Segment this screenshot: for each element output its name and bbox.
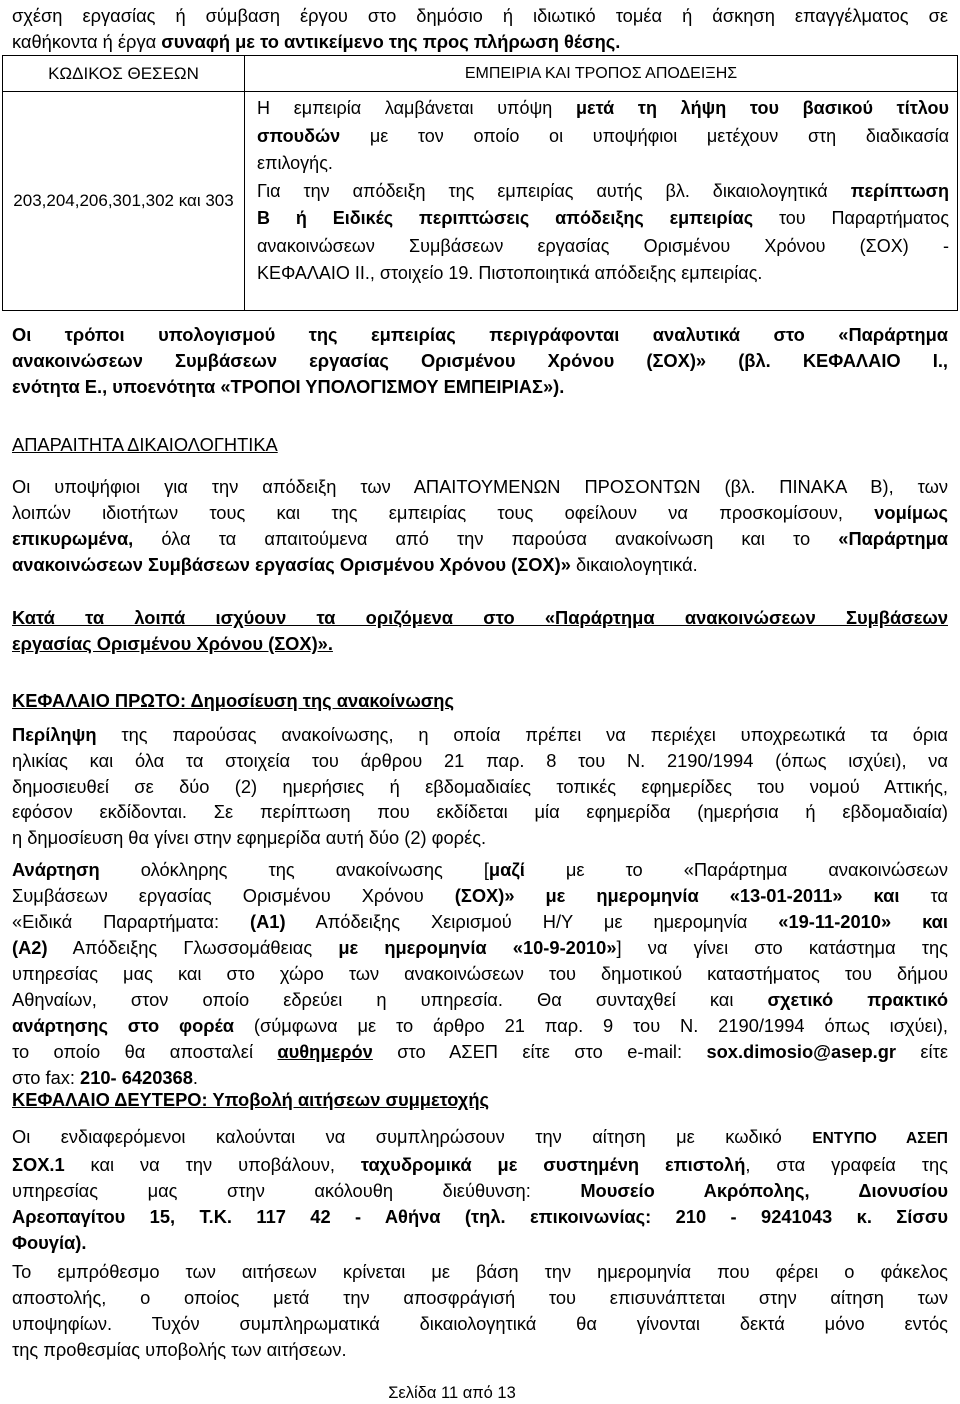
asep-email: sox.dimosio@asep.gr (706, 1041, 896, 1062)
page-number: Σελίδα 11 από 13 (388, 1384, 516, 1402)
chapter-one-heading: ΚΕΦΑΛΑΙΟ ΠΡΩΤΟ: Δημοσίευση της ανακοίνωσης (12, 690, 454, 711)
intro-line-1: σχέση εργασίας ή σύμβαση έργου στο δημόσιο ή ιδιωτικό τομέα ή άσκηση επαγγέλματος σε (12, 5, 948, 26)
methods-paragraph: Οι τρόποι υπολογισμού της εμπειρίας περιγράφονται αναλυτικά στο «Παράρτημα ανακοινώσεων Συμβάσεων εργασίας Ορισμένου Χρόνου (ΣΟΧ)» (βλ. ΚΕΦΑΛΑΙΟ Ι., ενότητα Ε., υποενότητα «ΤΡΟΠΟΙ ΥΠΟΛΟΓΙΣΜΟΥ ΕΜΠΕΙΡΙΑΣ»). (12, 324, 948, 397)
header-codes: ΚΩΔΙΚΟΣ ΘΕΣΕΩΝ (3, 56, 245, 92)
required-heading-wrap (12, 432, 948, 458)
required-paragraph: Οι υποψήφιοι για την απόδειξη των ΑΠΑΙΤΟΥΜΕΝΩΝ ΠΡΟΣΟΝΤΩΝ (βλ. ΠΙΝΑΚΑ Β), των λοιπών ιδιοτήτων τους και της εμπειρίας τους οφείλουν να προσκομίσουν, νομίμως επικυρωμένα, όλα τα απαιτούμενα από την παρούσα ανακοίνωση και το «Παράρτημα ανακοινώσεων Συμβάσεων εργασίας Ορισμένου Χρόνου (ΣΟΧ)» δικαιολογητικά. (12, 476, 948, 575)
header-experience: ΕΜΠΕΙΡΙΑ ΚΑΙ ΤΡΟΠΟΣ ΑΠΟΔΕΙΞΗΣ (245, 56, 958, 92)
experience-table (2, 55, 958, 311)
position-codes: 203,204,206,301,302 και 303 (3, 92, 245, 311)
required-documents-heading: ΑΠΑΡΑΙΤΗΤΑ ΔΙΚΑΙΟΛΟΓΗΤΙΚΑ (12, 434, 278, 455)
intro-paragraph (12, 3, 948, 54)
rest-applies-paragraph: Κατά τα λοιπά ισχύουν τα οριζόμενα στο «Παράρτημα ανακοινώσεων Συμβάσεων εργασίας Ορισμένου Χρόνου (ΣΟΧ)». (12, 607, 948, 654)
chapter-two-deadline: Το εμπρόθεσμο των αιτήσεων κρίνεται με βάση την ημερομηνία που φέρει ο φάκελος αποστολής, ο οποίος μετά την αποσφράγισή του επισυνάπτεται στην αίτηση των υποψηφίων. Τυχόν συμπληρωματικά δικαιολογητικά θα γίνονται δεκτά μόνο εντός της προθεσμίας υποβολής των αιτήσεων. (12, 1261, 948, 1360)
chapter-one-summary: Περίληψη της παρούσας ανακοίνωσης, η οποία πρέπει να περιέχει υποχρεωτικά τα όρια ηλικίας και όλα τα στοιχεία του άρθρου 21 παρ. 8 του Ν. 2190/1994 (όπως ισχύει), να δημοσιευθεί σε δύο (2) ημερήσιες ή εβδομαδιαίες τοπικές εφημερίδες του νομού Αττικής, εφόσον εκδίδονται. Σε περίπτωση που εκδίδεται μία εφημερίδα (ημερήσια ή εβδομαδιαία) η δημοσίευση θα γίνει στην εφημερίδα αυτή δύο (2) φορές. (12, 724, 948, 849)
asep-fax: 210- 6420368 (80, 1067, 193, 1088)
chapter-two-heading: ΚΕΦΑΛΑΙΟ ΔΕΥΤΕΡΟ: Υποβολή αιτήσεων συμμετοχής (12, 1089, 489, 1110)
intro-line-2: καθήκοντα ή έργα συναφή με το αντικείμενο της προς πλήρωση θέσης. (12, 30, 621, 52)
chapter-two-submission: Οι ενδιαφερόμενοι καλούνται να συμπληρώσουν την αίτηση με κωδικό ΕΝΤΥΠΟ ΑΣΕΠ ΣΟΧ.1 και να την υποβάλουν, ταχυδρομικά με συστημένη επιστολή, στα γραφεία της υπηρεσίας μας στην ακόλουθη διεύθυνση: Μουσείο Ακρόπολης, Διονυσίου Αρεοπαγίτου 15, Τ.Κ. 117 42 - Αθήνα (τηλ. επικοινωνίας: 210 - 9241043 κ. Σίσσυ Φουγία). (12, 1126, 948, 1253)
chapter-one-posting: Ανάρτηση ολόκληρης της ανακοίνωσης [μαζί με το «Παράρτημα ανακοινώσεων Συμβάσεων εργασίας Ορισμένου Χρόνου (ΣΟΧ)» με ημερομηνία «13-01-2011» και τα «Ειδικά Παραρτήματα: (Α1) Απόδειξης Χειρισμού Η/Υ με ημερομηνία «19-11-2010» και (Α2) Απόδειξης Γλωσσομάθειας με ημερομηνία «10-9-2010»] να γίνει στο κατάστημα της υπηρεσίας μας και στο χώρο των ανακοινώσεων του δημοτικού καταστήματος του δήμου Αθηναίων, στον οποίο εδρεύει η υπηρεσία. Θα συνταχθεί και σχετικό πρακτικό ανάρτησης στο φορέα (σύμφωνα με το άρθρο 21 παρ. 9 του Ν. 2190/1994 όπως ισχύει), το οποίο θα αποσταλεί αυθημερόν στο ΑΣΕΠ είτε στο e-mail: sox.dimosio@asep.gr είτε στο fax: 210- 6420368. (12, 859, 948, 1088)
related-subject: συναφή με το αντικείμενο της προς πλήρωση θέσης. (161, 30, 621, 52)
experience-description: Η εμπειρία λαμβάνεται υπόψη μετά τη λήψη του βασικού τίτλου σπουδών με τον οποίο οι υποψήφιοι μετέχουν στη διαδικασία επιλογής. Για την απόδειξη της εμπειρίας αυτής βλ. δικαιολογητικά περίπτωση Β ή Ειδικές περιπτώσεις απόδειξης εμπειρίας του Παραρτήματος ανακοινώσεων Συμβάσεων εργασίας Ορισμένου Χρόνου (ΣΟΧ) - ΚΕΦΑΛΑΙΟ ΙΙ., στοιχείο 19. Πιστοποιητικά απόδειξης εμπειρίας. (245, 92, 958, 311)
